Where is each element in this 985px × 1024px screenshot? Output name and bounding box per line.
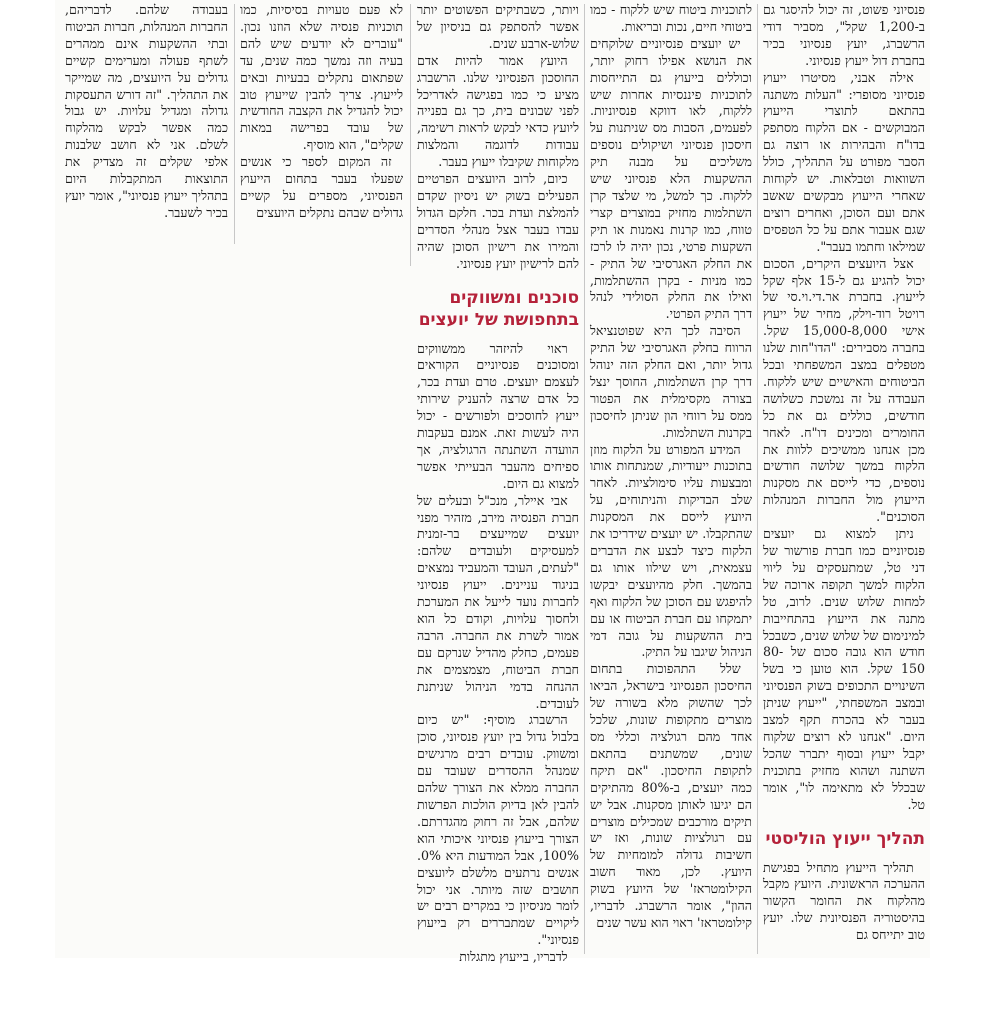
heading-line: בתחפושת של יועצים (418, 309, 579, 330)
paragraph: הרשברג מוסיף: "יש כיום בלבול גדול בין יועץ פנסיוני, סוכן ומשווק. עובדים רבים מרגישים שמנהל ההסדרים שעובד עם החברה ממלא את הצורך שלהם להבין לאן בדיוק הולכות הפרשות שלהם, אבל זה רחוק מהגדרתם. הצורך בייעוץ פנסיוני איכותי הוא 100%, אבל המודעות היא 0%. אנשים נרתעים מלשלם ליועצים חושבים שזה מיותר. אני יכול לומר מניסיון כי במקרים רבים יש ליקויים שמתבררים רק בייעוץ פנסיוני". (417, 712, 579, 948)
paragraph: לא פעם טעויות בסיסיות, כמו תוכניות פנסיה שלא הוזנו נכון. "עוברים לא יודעים שיש להם בעיה וזה נמשך כמה שנים, עד שפתאום נתקלים בבעיות ובאים לייעוץ. צריך להבין שייעוץ טוב יכול להגדיל את הקצבה החודשית של עובד בפרישה במאות שקלים", הוא מוסיף. (240, 2, 403, 153)
paragraph: הסיבה לכך היא שפוטנציאל הרווח בחלק האגרסיבי של התיק גדול יותר, ואם החלק הזה ינוהל דרך קרן השתלמות, החוסך ינצל בצורה מקסימלית את הפטור ממס על רווחי הון שניתן לחיסכון בקרנות השתלמות. (590, 323, 752, 440)
paragraph: פנסיוני פשוט, זה יכול להיסגר גם ב-1,200 שקל", מסביר דודי הרשברג, יועץ פנסיוני בכיר בחברת דול ייעוץ פנסיוני. (763, 2, 925, 68)
paragraph: היועץ אמור להיות אדם החוסכון הפנסיוני שלנו. הרשברג מציע כי כמו בפגישה לאדריכל לפני שבונים בית, כך גם בפנייה ליועץ כדאי לבקש לראות רשימה, עבודות לדוגמה והמלצות מלקוחות שקיבלו ייעוץ בעבר. (417, 52, 579, 170)
article-column-2 (590, 2, 752, 952)
section-heading-holistic: תהליך ייעוץ הוליסטי (765, 828, 925, 849)
paragraph: יש יועצים פנסיוניים שלוקחים את הנושא אפילו רחוק יותר, וכוללים בייעוץ גם התייחסות לתוכניות פיננסיות אחרות שיש ללקוח, לאו דווקא פנסיוניות. לפעמים, הסבות מס שניתנות על חיסכון פנסיוני ושיקולים נוספים משליכים על מבנה תיק ההשקעות הלא פנסיוני שיש ללקוח. כך למשל, מי שלצד קרן השתלמות מחזיק במוצרים קצרי טווח, כמו קרנות נאמנות או תיק השקעות פרטי, נכון יהיה לו לרכז את החלק האגרסיבי של התיק - כמו מניות - בקרן ההשתלמות, ואילו את החלק הסולידי לנהל דרך התיק הפרטי. (590, 35, 752, 322)
paragraph: לתוכניות ביטוח שיש ללקוח - כמו ביטוחי חיים, נכות ובריאות. (590, 2, 752, 34)
paragraph: ניתן למצוא גם יועצים פנסיוניים כמו חברת פורשור של דני טל, שמתעסקים על ליווי הלקוח למשך תקופה ארוכה של למחות שלוש שנים. לרוב, טל מתנה את הייעוץ בהתחייבות למינימום של שלוש שנים, כשבכל חודש הוא גובה סכום של 80-150 שקל. הוא טוען כי בשל השינויים התכופים בשוק הפנסיוני ובמצב המשפחתי, "ייעוץ שניתן בעבר לא בהכרח תקף למצב היום. "אנחנו לא רוצים שלקוח יקבל ייעוץ ובסוף יתברר שהכל השתנה ושהוא מחזיק בתוכנית שבכלל לא מתאימה לו", אומר טל. (763, 526, 925, 812)
column-rule (234, 4, 235, 244)
heading-line: סוכנים ומשווקים (449, 287, 579, 308)
paragraph: בעבודה שלהם. לדבריהם, החברות המנהלות, חברות הביטוח ובתי ההשקעות אינם ממהרים לשתף פעולה ומערימים קשיים גדולים על היועצים, מה שמייקר את התהליך. "זה דורש התעסקות גדולה ומגדיל עלויות. יש גבול כמה אפשר לבקש מהלקוח לשלם. אני לא חושב שלבנות אלפי שקלים זה מצדיק את התוצאות המתקבלות היום בתהליך ייעוץ פנסיוני", אומר יועץ בכיר לשעבר. (65, 2, 228, 220)
section-heading-agents (417, 287, 579, 331)
column-rule (757, 4, 758, 954)
paragraph: ראוי להיזהר ממשווקים ומסוכנים פנסיוניים הקוראים לעצמם יועצים. טרם ועדת בכר, כל אדם שרצה להעניק שירותי ייעוץ לחוסכים ולפורשים - יכול היה לעשות זאת. אמנם בעקבות הוועדה השתנתה הרגולציה, אך ספיחים מהעבר הבעייתי אפשר למצוא גם היום. (417, 340, 579, 491)
paragraph: שלל התהפוכות בתחום החיסכון הפנסיוני בישראל, הביאו לכך שהשוק מלא בשורה של מוצרים מתקופות שונות, שלכל אחד מהם רגולציה וכללי מס שונים, שמשתנים בהתאם לתקופת החיסכון. "אם תיקח כמה יועצים, ב-80% מהתיקים הם יגיעו לאותן מסקנות. אבל יש תיקים מורכבים שמכילים מוצרים עם רגולציות שונות, ואז יש חשיבות גדולה למומחיות של היועץ. לכן, מאוד חשוב הקילומטראז' של היועץ בשוק ההון", אומר הרשברג. לדבריו, קילומטראז' ראוי הוא עשר שנים (590, 661, 752, 930)
paragraph: אילה אבני, מסיטרו ייעוץ פנסיוני מסופרי: "העלות משתנה בהתאם לתוצרי הייעוץ המבוקשים - אם הלקוח מסתפק בדו"ח והבהירות או רוצה גם הסבר מפורט על התהליך, כולל השוואות וטבלאות. יש לקוחות שאחרי הייעוץ מבקשים שאשב אתם ועם הסוכן, ואחרים רוצים שגם אעבור אתם על כל הטפסים שמילאו וחתמו בעבר". (763, 69, 925, 254)
paragraph: ויותר, כשבתיקים הפשוטים יותר אפשר להסתפק גם בניסיון של שלוש-ארבע שנים. (417, 2, 579, 51)
paragraph: המידע המפורט על הלקוח מוזן בתוכנות ייעודיות, שמנתחות אותו ומבצעות עליו סימולציות. לאחר שלב הבדיקות והניתוחים, על היועץ לייסם את המסקנות שהתקבלו. יש יועצים שידריכו את הלקוח כיצד לבצע את הדברים עצמאית, ויש שילוו אותו גם בהמשך. חלק מהיועצים יבקשו להיפגש עם הסוכן של הלקוח ואף יתמקחו עם חברת הביטוח או עם בית ההשקעות על גובה דמי הניהול שיגבו על התיק. (590, 441, 752, 660)
paragraph: לדבריו, בייעוץ מתגלות (459, 949, 568, 965)
article-column-4 (240, 2, 403, 242)
newspaper-page (55, 0, 930, 965)
column-rule (584, 4, 585, 954)
article-column-1 (763, 2, 925, 952)
column-rule (410, 4, 411, 266)
article-column-5 (65, 2, 228, 242)
article-column-3 (417, 2, 579, 965)
paragraph: תהליך הייעוץ מתחיל בפגישת ההערכה הראשונית. היועץ מקבל מהלקוח את החומר הקשור בהיסטוריה הפנסיונית שלו. יועץ טוב יתייחס גם (763, 859, 925, 943)
paragraph: זה המקום לספר כי אנשים שפעלו בעבר בתחום הייעוץ הפנסיוני, מספרים על קשיים גדולים שבהם נתקלים היועצים (240, 154, 403, 220)
paragraph: כיום, לרוב היועצים הפרטיים הפעילים בשוק יש ניסיון שקדם להמלצת ועדת בכר. חלקם הגדול עבדו בעבר אצל מנהלי הסדרים והמירו את רישיון הסוכן שהיה להם לרישיון יועץ פנסיוני. (417, 171, 579, 271)
paragraph: אצל היועצים היקרים, הסכום יכול להגיע גם ל-15 אלף שקל לייעוץ. בחברת אר.די.וי.סי של רויטל רוד-וילק, מחיר של ייעוץ אישי 15,000-8,000 שקל. בחברה מסבירים: "הדו"חות שלנו מטפלים במצב המשפחתי ובכל הביטוחים והאישיים שיש ללקוח. העבודה על זה נמשכת כשלושה חודשים, כוללים גם את כל החומרים ומכינים דו"ח. לאחר מכן אנחנו ממשיכים ללוות את הלקוח במשך שלושה חודשים נוספים, כדי לייסם את מסקנות הייעוץ מול החברות המנהלות הסוכנים". (763, 255, 925, 525)
paragraph: אבי איילר, מנכ"ל ובעלים של חברת הפנסיה מירב, מזהיר מפני יועצים שמייעצים בר-זמנית למעסיקים ולעובדים שלהם: "לעתים, העובד והמעביד נמצאים בניגוד עניינים. ייעוץ פנסיוני לחברות נועד לייעל את המערכת ולחסוך עלויות, וקודם כל הוא אמור לשרת את החברה. הרבה פעמים, כחלק מהדיל שנרקם עם חברת הביטוח, מצמצמים את ההנחה בדמי הניהול שניתנת לעובדים. (417, 492, 579, 711)
